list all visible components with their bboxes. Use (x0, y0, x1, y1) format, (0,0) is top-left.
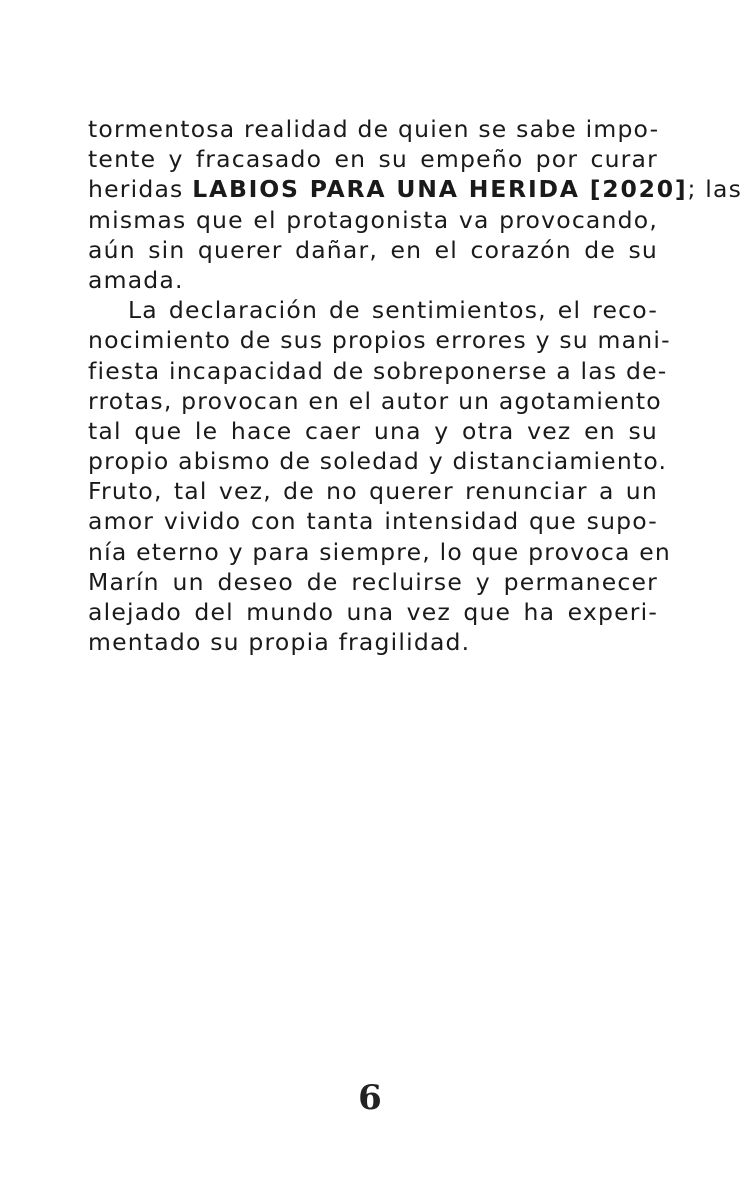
text-line: fiesta incapacidad de sobreponerse a las de- (88, 356, 668, 385)
paragraph-1 (88, 114, 743, 295)
text-line: amada. (88, 265, 184, 294)
text-line: aún sin querer dañar, en el corazón de su (88, 235, 658, 264)
text-line: tormentosa realidad de quien se sabe impo- (88, 115, 660, 143)
body-text (88, 114, 743, 657)
text-fragment: heridas (88, 175, 193, 204)
text-line-with-title (88, 174, 743, 204)
paragraph-2 (88, 295, 672, 657)
text-line: alejado del mundo una vez que ha experi- (88, 598, 658, 626)
text-line: nocimiento de sus propios errores y su mani- (88, 326, 671, 355)
text-fragment: ; las (687, 175, 743, 204)
text-line: La declaración de sentimientos, el reco- (128, 296, 658, 325)
text-line: tal que le hace caer una y otra vez en su (88, 416, 658, 445)
text-line: Marín un deseo de recluirse y permanecer (88, 567, 658, 596)
text-line: propio abismo de soledad y distanciamiento. (88, 447, 668, 476)
book-title: LABIOS PARA UNA HERIDA [2020] (192, 175, 688, 204)
text-line: mentado su propia fragilidad. (88, 628, 471, 657)
text-line: rrotas, provocan en el autor un agotamiento (88, 386, 662, 415)
text-line: mismas que el protagonista va provocando, (88, 205, 658, 234)
text-line: Fruto, tal vez, de no querer renunciar a un (88, 477, 658, 506)
text-line: nía eterno y para siempre, lo que provoca en (88, 537, 672, 566)
text-line: amor vivido con tanta intensidad que supo- (88, 507, 658, 536)
text-line: tente y fracasado en su empeño por curar (88, 145, 658, 174)
page-number: 6 (358, 1078, 382, 1118)
